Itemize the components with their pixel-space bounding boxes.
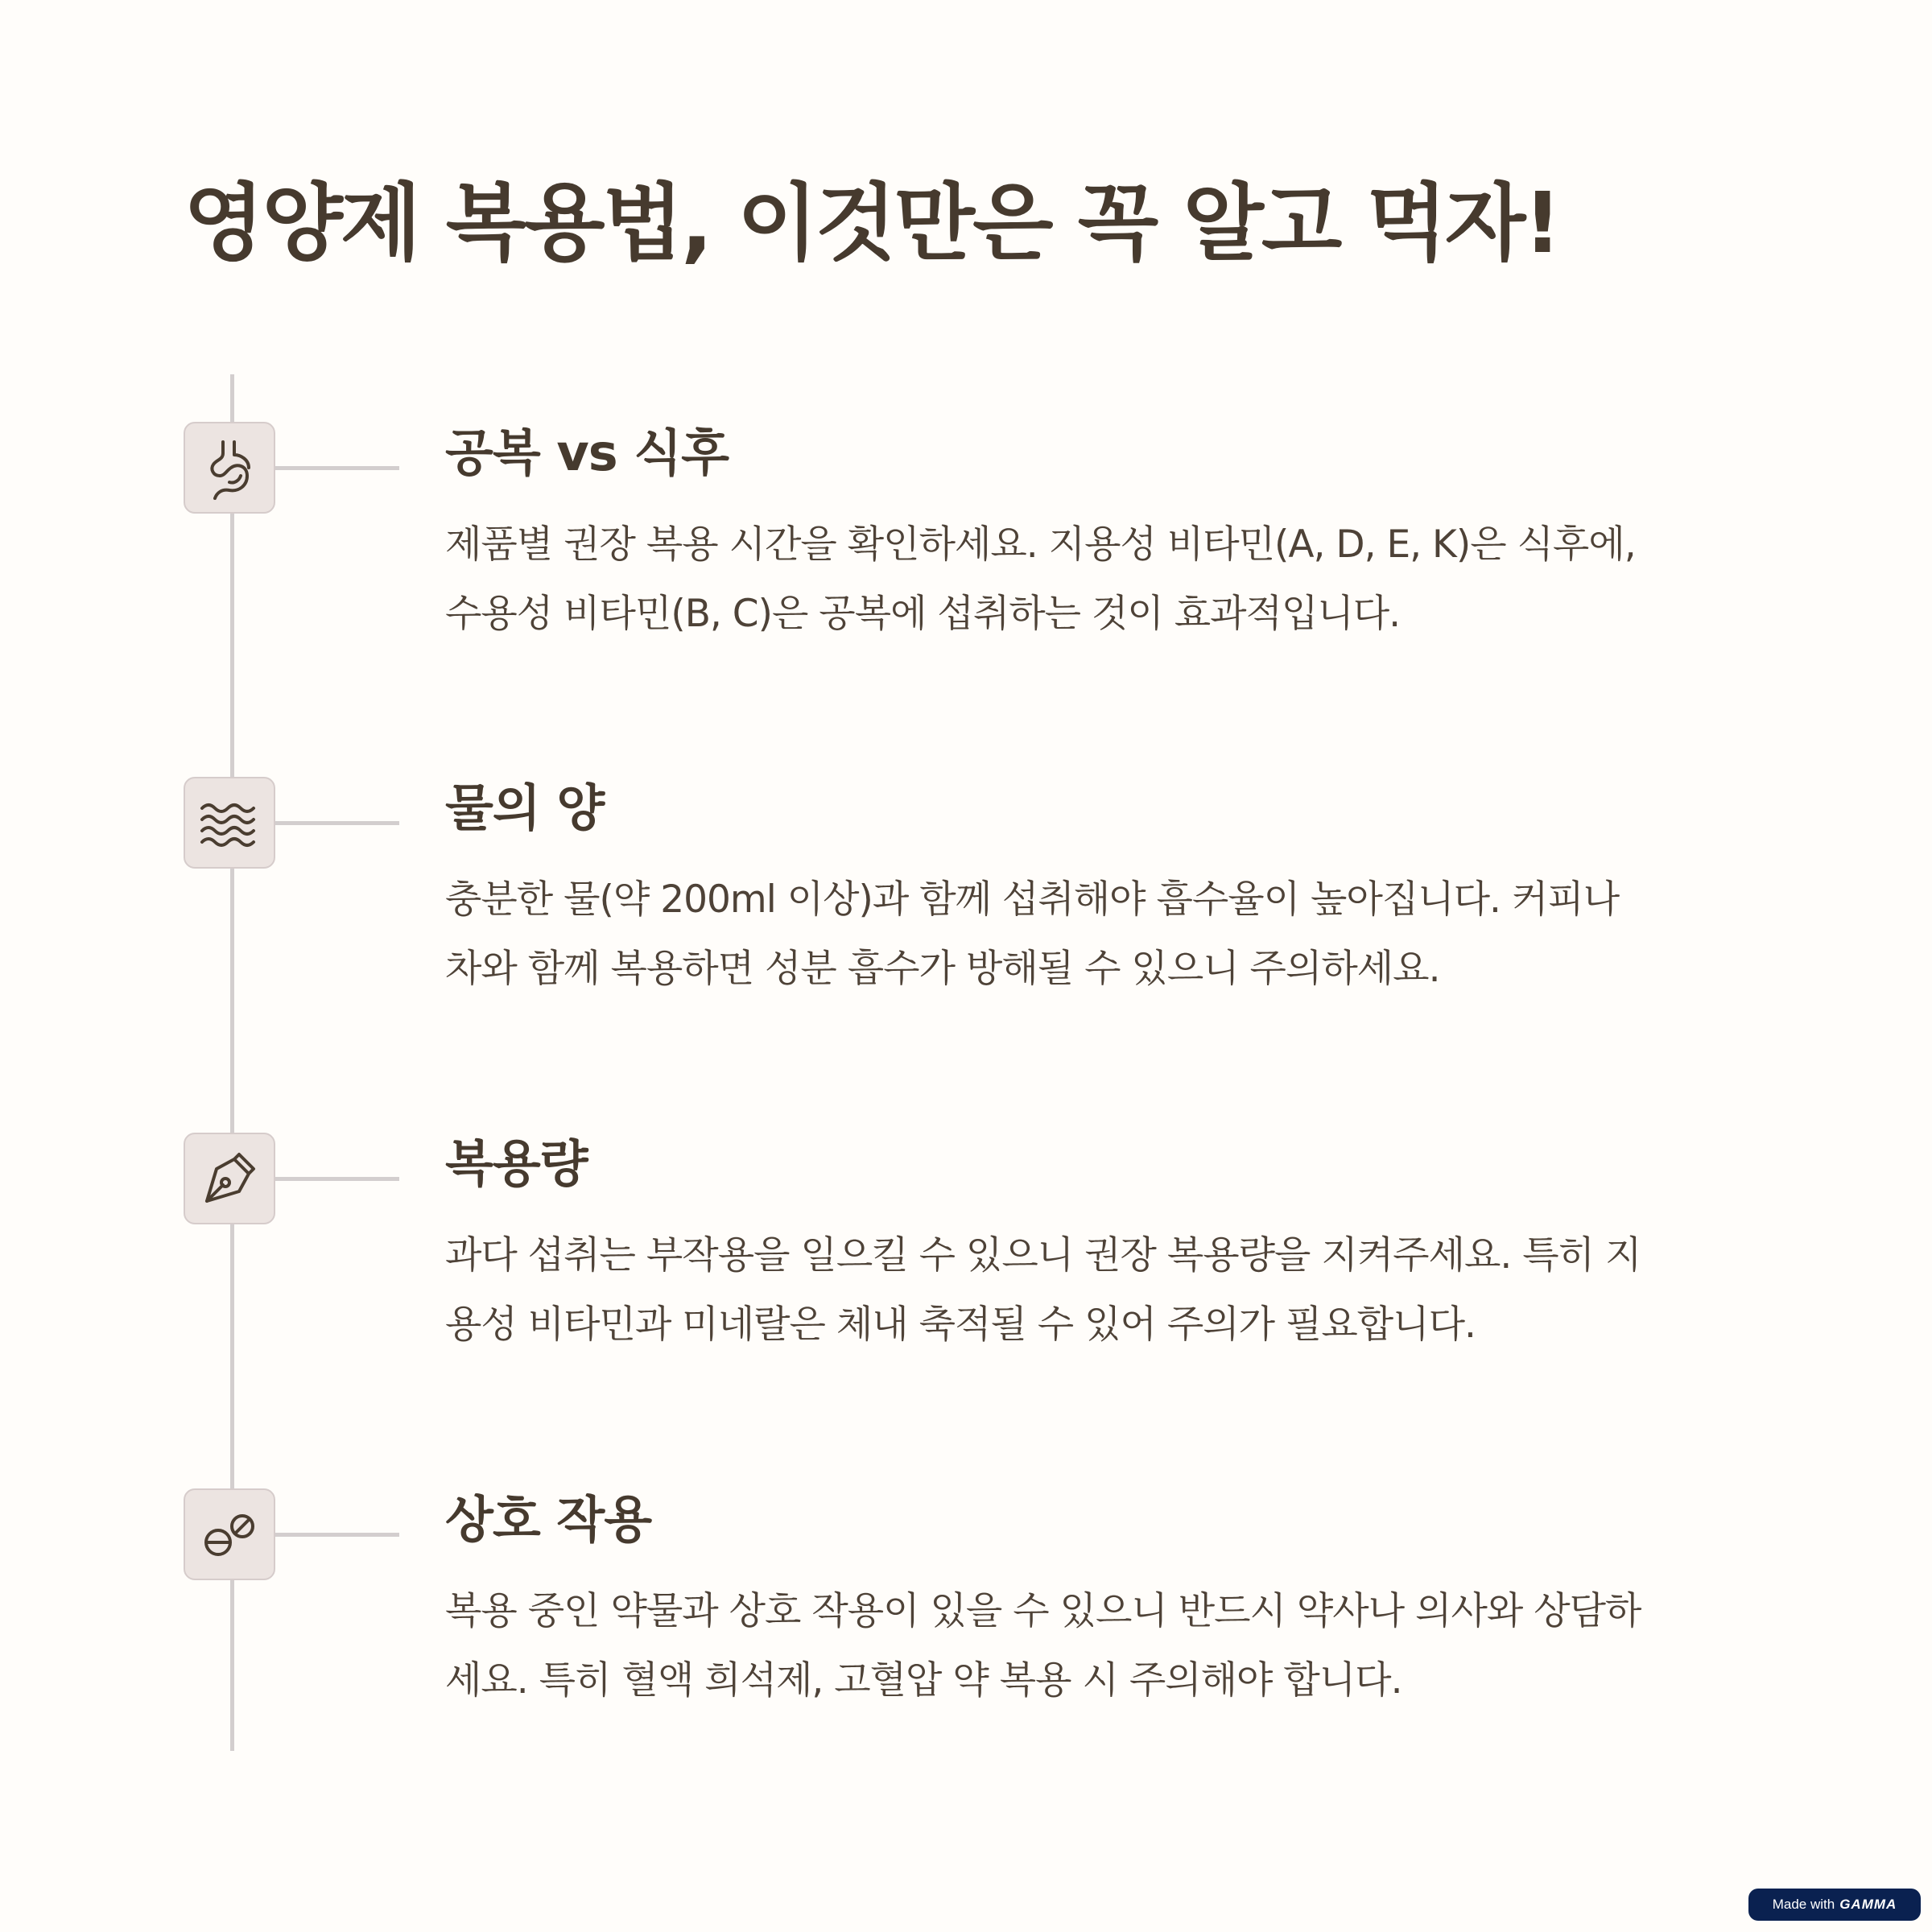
water-waves-icon xyxy=(184,777,275,869)
timeline-connector xyxy=(275,821,399,825)
badge-prefix: Made with xyxy=(1772,1897,1835,1912)
timeline-step-empty-stomach xyxy=(0,422,1932,663)
step-description: 충분한 물(약 200ml 이상)과 함께 섭취해야 흡수율이 높아집니다. 커피나 차와 함께 복용하면 성분 흡수가 방해될 수 있으니 주의하세요. xyxy=(445,877,1620,991)
page-title: 영양제 복용법, 이것만은 꼭 알고 먹자! xyxy=(184,174,1559,272)
step-description: 과다 섭취는 부작용을 일으킬 수 있으니 권장 복용량을 지켜주세요. 특히 지 용성 비타민과 미네랄은 체내 축적될 수 있어 주의가 필요합니다. xyxy=(445,1233,1641,1347)
pills-icon xyxy=(184,1488,275,1580)
step-title: 공복 vs 식후 xyxy=(445,423,729,482)
timeline-step-water-amount xyxy=(0,777,1932,1018)
step-description: 복용 중인 약물과 상호 작용이 있을 수 있으니 반드시 약사나 의사와 상담하 세요. 특히 혈액 희석제, 고혈압 약 복용 시 주의해야 합니다. xyxy=(445,1589,1641,1703)
made-with-gamma-badge[interactable] xyxy=(1748,1889,1921,1921)
gamma-logo: GAMMA xyxy=(1839,1897,1897,1912)
step-title: 복용량 xyxy=(445,1134,588,1193)
fountain-pen-icon xyxy=(184,1133,275,1224)
timeline-connector xyxy=(275,1533,399,1537)
timeline-step-dosage xyxy=(0,1133,1932,1374)
timeline-connector xyxy=(275,1177,399,1181)
timeline-connector xyxy=(275,466,399,470)
timeline-step-interaction xyxy=(0,1488,1932,1730)
stomach-icon xyxy=(184,422,275,514)
step-description: 제품별 권장 복용 시간을 확인하세요. 지용성 비타민(A, D, E, K)은 식후에, 수용성 비타민(B, C)은 공복에 섭취하는 것이 효과적입니다. xyxy=(445,522,1636,636)
step-title: 상호 작용 xyxy=(445,1490,652,1549)
step-title: 물의 양 xyxy=(445,778,605,837)
